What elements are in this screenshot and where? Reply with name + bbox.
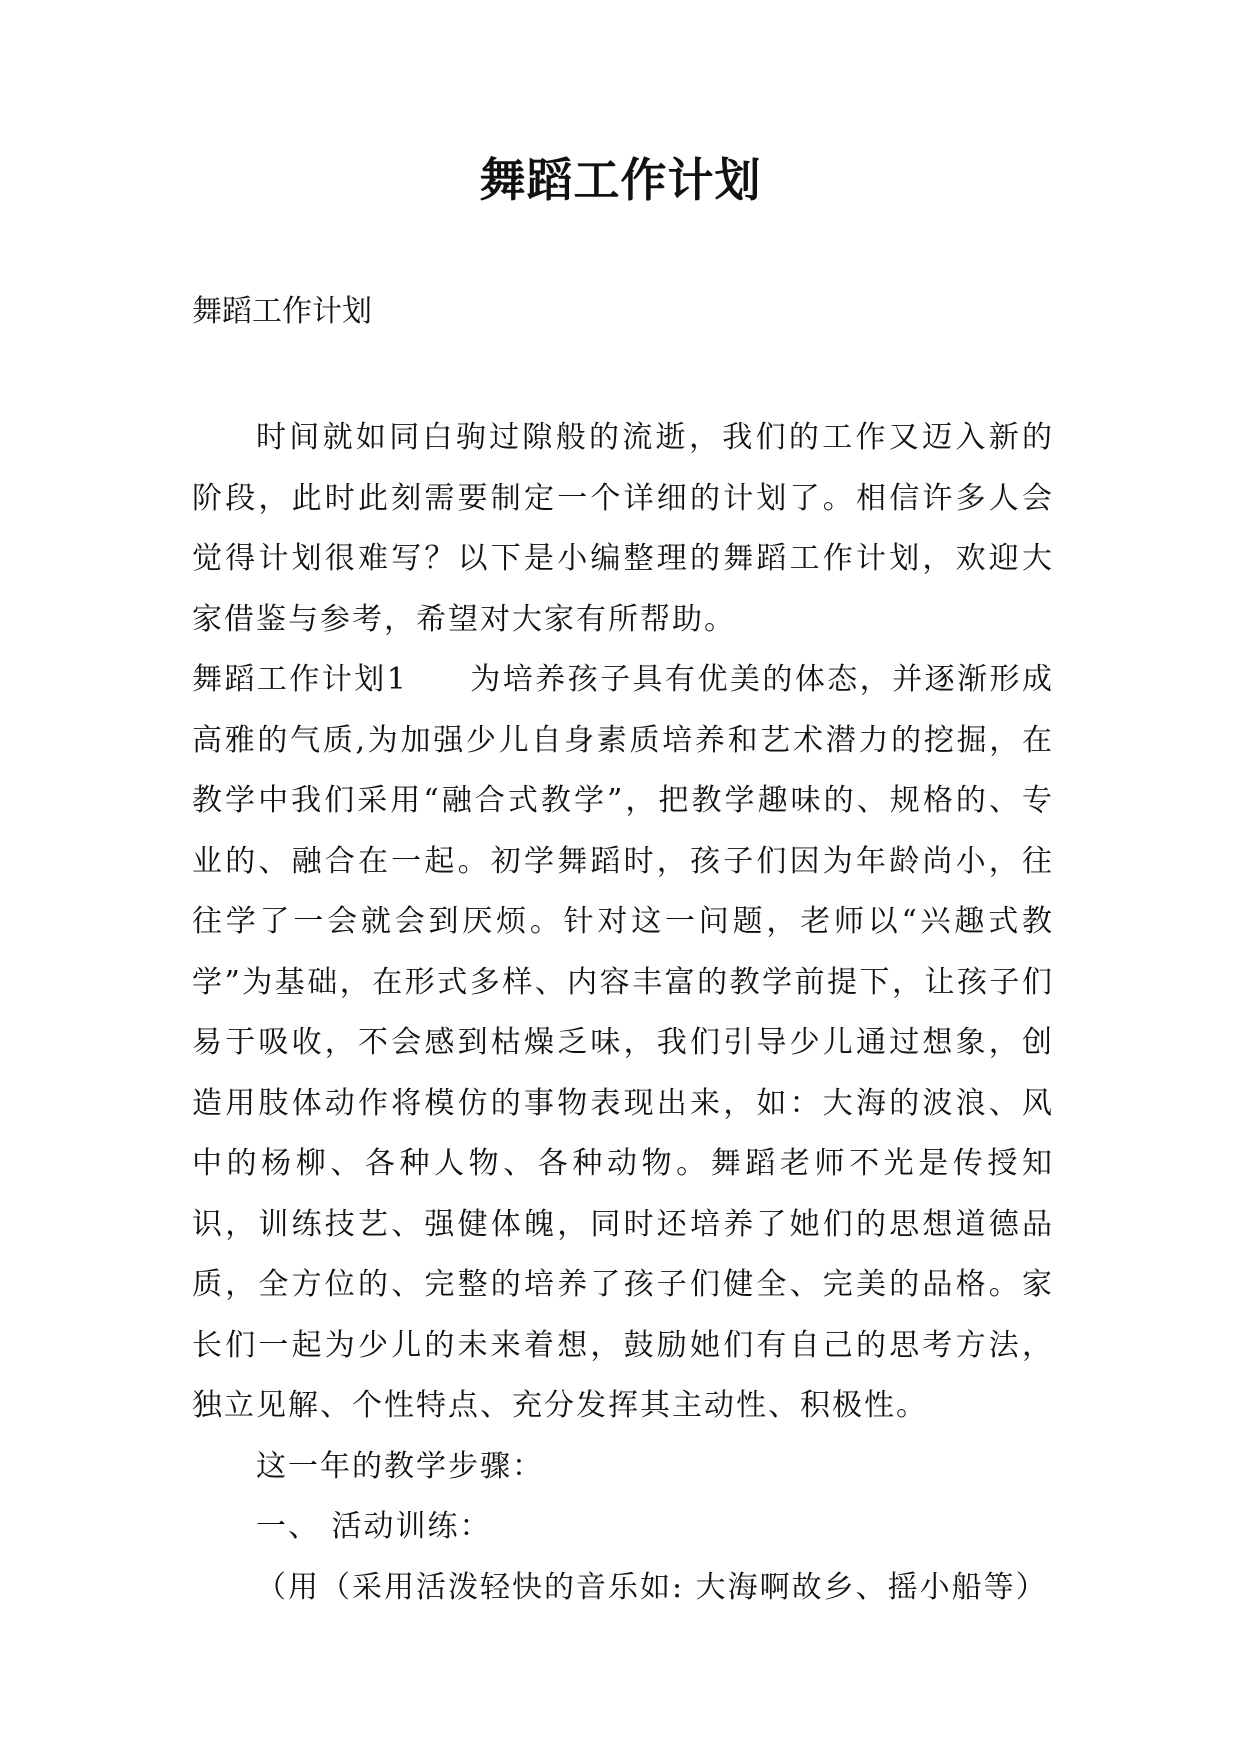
steps-heading: 这一年的教学步骤： [256, 1448, 544, 1484]
step-1-heading: 一、 活动训练： [256, 1509, 492, 1544]
step-1-detail: （用（采用活泼轻快的音乐如: 大海啊故乡、摇小船等） [256, 1569, 1048, 1605]
intro-paragraph: 时间就如同白驹过隙般的流逝，我们的工作又迈入新的阶段，此时此刻需要制定一个详细的计划了。相信许多人会觉得计划很难写？以下是小编整理的舞蹈工作计划，欢迎大家借鉴与参考，希望对大家有所帮助。 [192, 420, 1054, 637]
section-1-heading: 舞蹈工作计划1 [192, 662, 408, 697]
document-subtitle: 舞蹈工作计划 [192, 294, 372, 329]
section-1-body: 为培养孩子具有优美的体态，并逐渐形成高雅的气质,为加强少儿自身素质培养和艺术潜力的挖掘，在教学中我们采用“融合式教学”，把教学趣味的、规格的、专业的、融合在一起。初学舞蹈时，孩子们因为年龄尚小，往往学了一会就会到厌烦。针对这一问题，老师以“兴趣式教学”为基础，在形式多样、内容丰富的教学前提下，让孩子们易于吸收，不会感到枯燥乏味，我们引导少儿通过想象，创造用肢体动作将模仿的事物表现出来，如：大海的波浪、风中的杨柳、各种人物、各种动物。舞蹈老师不光是传授知识，训练技艺、强健体魄，同时还培养了她们的思想道德品质，全方位的、完整的培养了孩子们健全、完美的品格。家长们一起为少儿的未来着想，鼓励她们有自己的思考方法，独立见解、个性特点、充分发挥其主动性、积极性。 [192, 662, 1055, 1423]
section-1-paragraph [192, 650, 1054, 1437]
document-body [192, 408, 1054, 1618]
document-title: 舞蹈工作计划 [479, 153, 762, 207]
